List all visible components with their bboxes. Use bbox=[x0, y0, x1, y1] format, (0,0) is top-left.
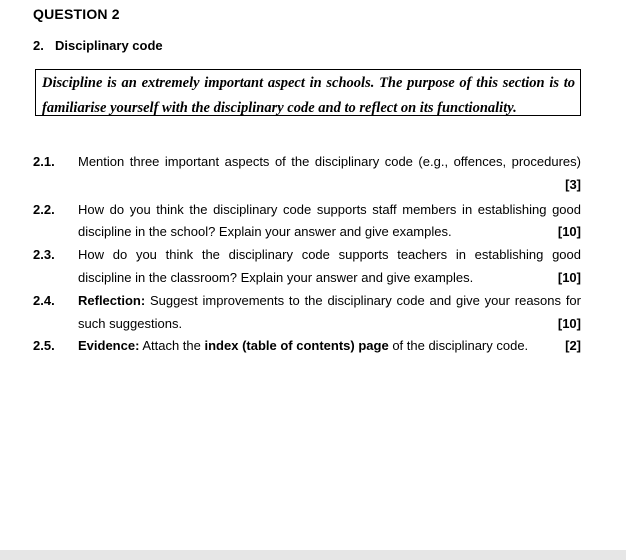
question-2-1 bbox=[33, 151, 581, 197]
question-text-line-1: How do you think the disciplinary code supports staff members in establishing good bbox=[78, 201, 581, 217]
question-2-3 bbox=[33, 244, 581, 290]
question-heading: QUESTION 2 bbox=[33, 6, 120, 22]
question-2-5 bbox=[33, 335, 581, 358]
section-title-text: Disciplinary code bbox=[55, 38, 163, 53]
question-2-2 bbox=[33, 199, 581, 245]
question-text: Mention three important aspects of the disciplinary code (e.g., offences, procedures) bbox=[78, 154, 581, 169]
intro-box bbox=[35, 69, 581, 116]
marks: [3] bbox=[565, 176, 581, 192]
question-text-bold: index (table of contents) page bbox=[204, 338, 389, 354]
question-2-4 bbox=[33, 290, 581, 336]
question-number: 2.2. bbox=[33, 201, 55, 217]
section-number: 2. bbox=[33, 38, 44, 53]
bottom-scroll-bar bbox=[0, 550, 626, 560]
question-number: 2.5. bbox=[33, 338, 55, 354]
question-number: 2.4. bbox=[33, 292, 55, 308]
question-label: Reflection: bbox=[78, 292, 146, 308]
question-text-line-2: discipline in the classroom? Explain your answer and give examples. bbox=[78, 269, 474, 285]
question-text-line-2: such suggestions. bbox=[78, 315, 183, 331]
question-text-line-1: How do you think the disciplinary code supports teachers in establishing good bbox=[78, 247, 581, 263]
question-number: 2.3. bbox=[33, 247, 55, 263]
question-text-line-2: discipline in the school? Explain your answer and give examples. bbox=[78, 224, 452, 240]
marks: [10] bbox=[557, 224, 581, 240]
marks: [2] bbox=[565, 338, 581, 354]
question-text-before: Attach the bbox=[142, 338, 201, 354]
section-title bbox=[33, 38, 163, 53]
intro-line-1: Discipline is an extremely important aspect in schools. The purpose of this section is to bbox=[42, 75, 575, 91]
question-number: 2.1. bbox=[33, 154, 55, 169]
question-label: Evidence: bbox=[78, 338, 140, 354]
marks: [10] bbox=[557, 315, 581, 331]
question-list bbox=[33, 151, 581, 358]
question-text-line-1: Suggest improvements to the disciplinary code and give your reasons for bbox=[149, 292, 581, 308]
intro-line-2: familiarise yourself with the disciplinary code and to reflect on its functionality. bbox=[42, 100, 517, 116]
question-text-after: of the disciplinary code. bbox=[392, 338, 529, 354]
marks: [10] bbox=[557, 269, 581, 285]
